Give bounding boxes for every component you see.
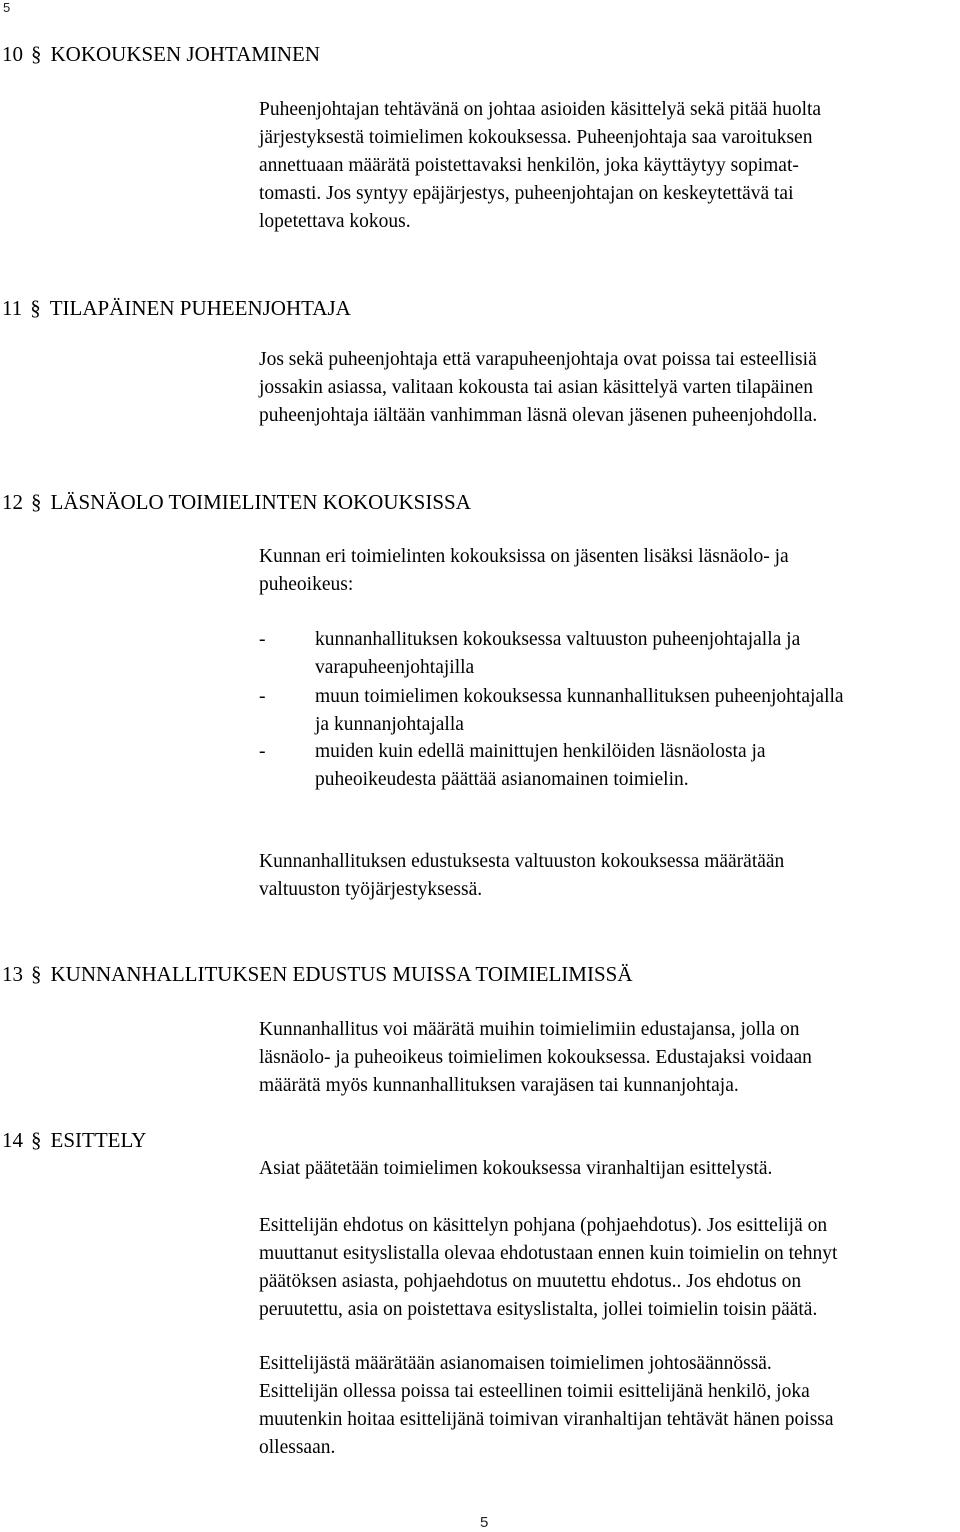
text-line: Esittelijän ehdotus on käsittelyn pohjana (pohjaehdotus). Jos esittelijä on — [259, 1215, 828, 1236]
text-line: muiden kuin edellä mainittujen henkilöiden läsnäolosta ja — [315, 741, 766, 762]
text-line: kunnanhallituksen kokouksessa valtuuston puheenjohtajalla ja — [315, 629, 801, 650]
text-line: määrätä myös kunnanhallituksen varajäsen tai kunnanjohtaja. — [259, 1075, 739, 1096]
section-title: ESITTELY — [50, 1128, 147, 1152]
text-line: annettuaan määrätä poistettavaksi henkilön, joka käyttäytyy sopimat- — [259, 155, 799, 176]
text-line: valtuuston työjärjestyksessä. — [259, 879, 483, 900]
section-12-intro — [259, 543, 789, 599]
text-line: Esittelijästä määrätään asianomaisen toimielimen johtosäännössä. — [259, 1353, 772, 1374]
section-number: 13 — [2, 962, 23, 986]
section-13-paragraph — [259, 1016, 812, 1100]
section-number: 14 — [2, 1128, 23, 1152]
page-number-bottom: 5 — [480, 1514, 489, 1531]
section-heading-12 — [2, 489, 471, 515]
text-line: päätöksen asiasta, pohjaehdotus on muutettu ehdotus.. Jos ehdotus on — [259, 1271, 802, 1292]
text-line: Esittelijän ollessa poissa tai esteellinen toimii esittelijänä henkilö, joka — [259, 1381, 810, 1402]
text-line: läsnäolo- ja puheoikeus toimielimen kokouksessa. Edustajaksi voidaan — [259, 1047, 812, 1068]
text-line: Jos sekä puheenjohtaja että varapuheenjohtaja ovat poissa tai esteellisiä — [259, 349, 817, 370]
text-line: järjestyksestä toimielimen kokouksessa. Puheenjohtaja saa varoituksen — [259, 127, 813, 148]
text-line: ja kunnanjohtajalla — [315, 714, 464, 735]
text-line: Asiat päätetään toimielimen kokouksessa viranhaltijan esittelystä. — [259, 1158, 773, 1179]
section-title: KUNNANHALLITUKSEN EDUSTUS MUISSA TOIMIELIMISSÄ — [50, 962, 633, 986]
text-line: jossakin asiassa, valitaan kokousta tai asian käsittelyä varten tilapäinen — [259, 377, 813, 398]
section-symbol: § — [31, 42, 42, 66]
list-item-text — [315, 626, 800, 682]
text-line: Kunnanhallitus voi määrätä muihin toimielimiin edustajansa, jolla on — [259, 1019, 800, 1040]
section-symbol: § — [31, 1128, 42, 1152]
text-line: Kunnanhallituksen edustuksesta valtuuston kokouksessa määrätään — [259, 851, 785, 872]
section-number: 11 — [2, 296, 23, 320]
section-title: KOKOUKSEN JOHTAMINEN — [50, 42, 321, 66]
text-line: puheoikeus: — [259, 574, 354, 595]
text-line: lopetettava kokous. — [259, 211, 411, 232]
section-heading-11 — [2, 295, 351, 321]
text-line: peruutettu, asia on poistettava esityslistalta, jollei toimielin toisin päätä. — [259, 1299, 818, 1320]
section-14-paragraph — [259, 1212, 837, 1324]
section-number: 10 — [2, 42, 23, 66]
section-heading-14 — [2, 1127, 146, 1153]
text-line: puheoikeudesta päättää asianomainen toimielin. — [315, 769, 689, 790]
section-symbol: § — [30, 296, 41, 320]
section-title: TILAPÄINEN PUHEENJOHTAJA — [49, 296, 351, 320]
section-heading-13 — [2, 961, 633, 987]
text-line: muuttanut esityslistalla olevaa ehdotustaan ennen kuin toimielin on tehnyt — [259, 1243, 838, 1264]
page-number-top: 5 — [3, 0, 11, 15]
list-item-text — [315, 683, 844, 739]
text-line: Kunnan eri toimielinten kokouksissa on jäsenten lisäksi läsnäolo- ja — [259, 546, 789, 567]
section-14-paragraph — [259, 1155, 772, 1183]
list-dash: - — [259, 629, 266, 650]
text-line: tomasti. Jos syntyy epäjärjestys, puheenjohtajan on keskeytettävä tai — [259, 183, 794, 204]
list-item-text — [315, 738, 766, 794]
text-line: puheenjohtaja iältään vanhimman läsnä olevan jäsenen puheenjohdolla. — [259, 405, 818, 426]
section-12-outro — [259, 848, 784, 904]
list-dash: - — [259, 686, 266, 707]
section-symbol: § — [31, 962, 42, 986]
section-symbol: § — [31, 490, 42, 514]
text-line: Puheenjohtajan tehtävänä on johtaa asioiden käsittelyä sekä pitää huolta — [259, 99, 822, 120]
list-dash: - — [259, 741, 266, 762]
text-line: varapuheenjohtajilla — [315, 657, 475, 678]
section-11-paragraph — [259, 346, 817, 430]
section-number: 12 — [2, 490, 23, 514]
section-14-paragraph — [259, 1350, 834, 1462]
section-heading-10 — [2, 41, 320, 67]
text-line: ollessaan. — [259, 1437, 336, 1458]
text-line: muun toimielimen kokouksessa kunnanhallituksen puheenjohtajalla — [315, 686, 844, 707]
section-10-paragraph — [259, 96, 821, 236]
text-line: muutenkin hoitaa esittelijänä toimivan viranhaltijan tehtävät hänen poissa — [259, 1409, 834, 1430]
section-title: LÄSNÄOLO TOIMIELINTEN KOKOUKSISSA — [50, 490, 471, 514]
